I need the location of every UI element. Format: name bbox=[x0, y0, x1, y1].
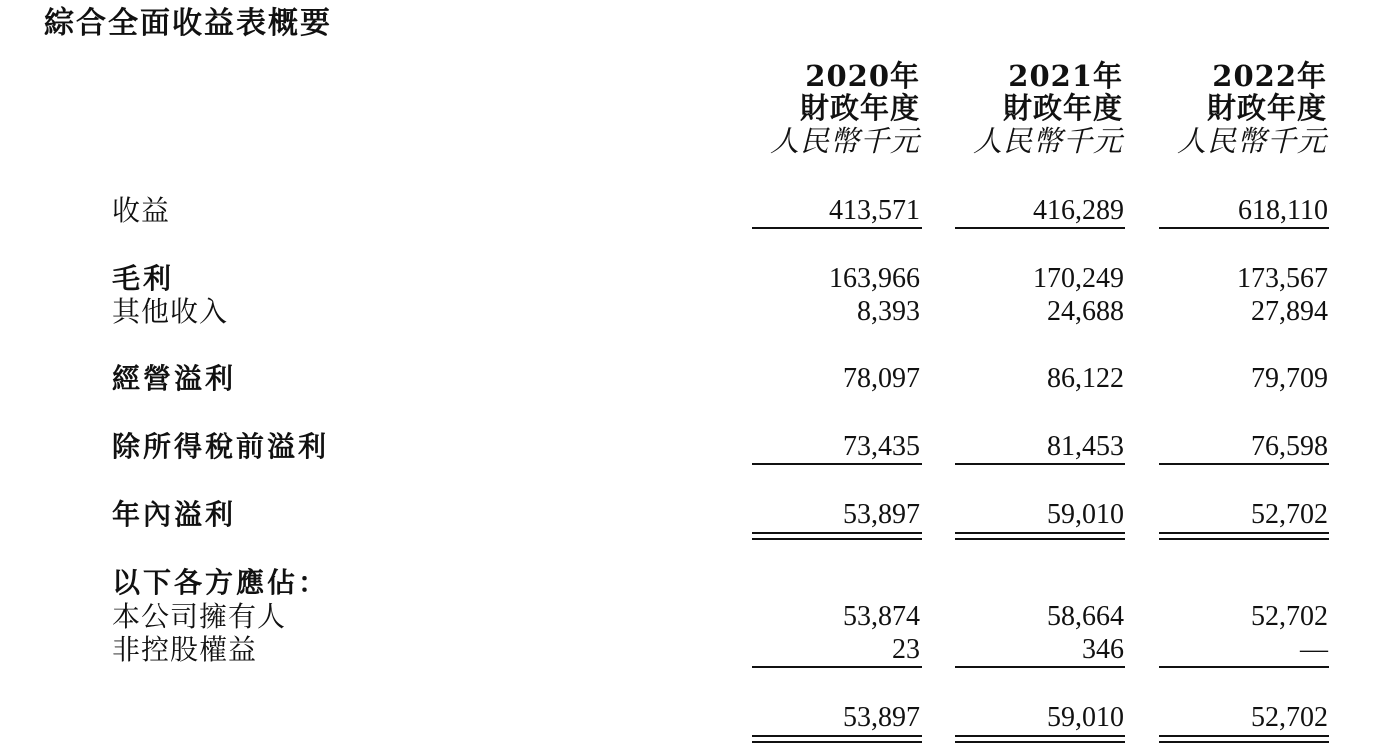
column-year: 2020年 bbox=[805, 59, 920, 93]
row-label-non-controlling-interests: 非控股權益 bbox=[112, 633, 258, 666]
column-year: 2022年 bbox=[1212, 59, 1327, 93]
underline-profit-before-tax-2021 bbox=[955, 463, 1125, 465]
column-unit: 人民幣千元 bbox=[769, 124, 920, 158]
cell-owners-of-company-2021: 58,664 bbox=[1047, 601, 1124, 632]
column-year: 2021年 bbox=[1008, 59, 1123, 93]
row-label-profit-for-year: 年內溢利 bbox=[112, 498, 237, 531]
underline-non-controlling-2020 bbox=[752, 666, 922, 668]
row-label-profit-before-tax: 除所得稅前溢利 bbox=[112, 430, 330, 463]
underline-profit-before-tax-2022 bbox=[1159, 463, 1329, 465]
page-title: 綜合全面收益表概要 bbox=[44, 6, 332, 41]
underline-revenue-2021 bbox=[955, 227, 1125, 229]
cell-other-income-2020: 8,393 bbox=[857, 296, 920, 327]
double-underline-total-2022 bbox=[1159, 735, 1329, 743]
row-label-other-income: 其他收入 bbox=[112, 295, 229, 328]
column-period: 財政年度 bbox=[1002, 91, 1123, 125]
cell-profit-for-year-2020: 53,897 bbox=[843, 499, 920, 530]
underline-revenue-2020 bbox=[752, 227, 922, 229]
column-header-2021 bbox=[903, 60, 1123, 158]
cell-operating-profit-2020: 78,097 bbox=[843, 363, 920, 394]
cell-total-2020: 53,897 bbox=[843, 702, 920, 733]
cell-operating-profit-2021: 86,122 bbox=[1047, 363, 1124, 394]
row-label-revenue: 收益 bbox=[112, 194, 171, 227]
row-label-owners-of-company: 本公司擁有人 bbox=[112, 600, 287, 633]
cell-profit-for-year-2022: 52,702 bbox=[1251, 499, 1328, 530]
cell-non-controlling-interests-2021: 346 bbox=[1082, 634, 1124, 665]
row-label-attributable-to: 以下各方應佔： bbox=[112, 566, 330, 599]
cell-revenue-2020: 413,571 bbox=[829, 195, 920, 226]
cell-total-2021: 59,010 bbox=[1047, 702, 1124, 733]
column-unit: 人民幣千元 bbox=[1176, 124, 1327, 158]
column-period: 財政年度 bbox=[799, 91, 920, 125]
cell-owners-of-company-2022: 52,702 bbox=[1251, 601, 1328, 632]
cell-revenue-2021: 416,289 bbox=[1033, 195, 1124, 226]
cell-operating-profit-2022: 79,709 bbox=[1251, 363, 1328, 394]
cell-other-income-2022: 27,894 bbox=[1251, 296, 1328, 327]
cell-non-controlling-interests-2020: 23 bbox=[892, 634, 920, 665]
row-label-operating-profit: 經營溢利 bbox=[112, 362, 237, 395]
underline-non-controlling-2021 bbox=[955, 666, 1125, 668]
cell-owners-of-company-2020: 53,874 bbox=[843, 601, 920, 632]
cell-profit-before-tax-2022: 76,598 bbox=[1251, 431, 1328, 462]
cell-gross-profit-2021: 170,249 bbox=[1033, 263, 1124, 294]
double-underline-profit-for-year-2022 bbox=[1159, 532, 1329, 540]
cell-total-2022: 52,702 bbox=[1251, 702, 1328, 733]
underline-profit-before-tax-2020 bbox=[752, 463, 922, 465]
cell-revenue-2022: 618,110 bbox=[1238, 195, 1328, 226]
column-header-2022 bbox=[1107, 60, 1327, 158]
double-underline-profit-for-year-2020 bbox=[752, 532, 922, 540]
cell-profit-for-year-2021: 59,010 bbox=[1047, 499, 1124, 530]
cell-profit-before-tax-2021: 81,453 bbox=[1047, 431, 1124, 462]
cell-gross-profit-2022: 173,567 bbox=[1237, 263, 1328, 294]
column-header-2020 bbox=[700, 60, 920, 158]
cell-other-income-2021: 24,688 bbox=[1047, 296, 1124, 327]
cell-gross-profit-2020: 163,966 bbox=[829, 263, 920, 294]
column-period: 財政年度 bbox=[1206, 91, 1327, 125]
cell-profit-before-tax-2020: 73,435 bbox=[843, 431, 920, 462]
column-unit: 人民幣千元 bbox=[972, 124, 1123, 158]
cell-non-controlling-interests-2022: — bbox=[1300, 634, 1328, 665]
double-underline-total-2021 bbox=[955, 735, 1125, 743]
double-underline-total-2020 bbox=[752, 735, 922, 743]
row-label-gross-profit: 毛利 bbox=[112, 262, 175, 295]
underline-revenue-2022 bbox=[1159, 227, 1329, 229]
underline-non-controlling-2022 bbox=[1159, 666, 1329, 668]
double-underline-profit-for-year-2021 bbox=[955, 532, 1125, 540]
